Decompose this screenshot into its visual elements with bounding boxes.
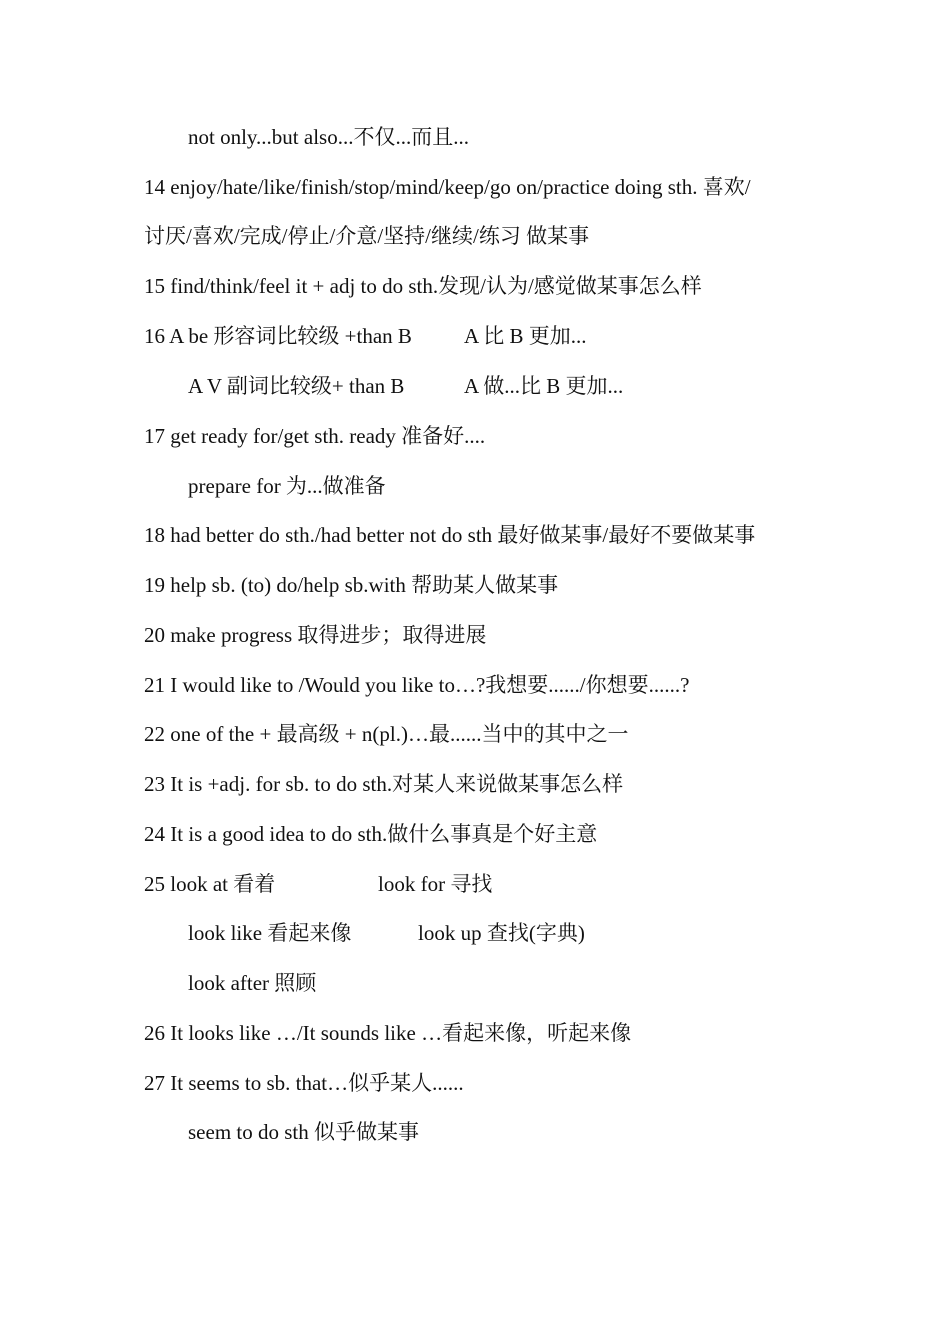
text-line-26: 26 It looks like …/It sounds like …看起来像，听起来像 xyxy=(144,1021,632,1045)
text-line-16-right: A 比 B 更加... xyxy=(464,324,587,348)
text-line-21: 21 I would like to /Would you like to…?我想要....../你想要......? xyxy=(144,673,690,697)
text-line-23: 23 It is +adj. for sb. to do sth.对某人来说做某事怎么样 xyxy=(144,772,624,796)
text-line-20: 20 make progress 取得进步；取得进展 xyxy=(144,623,487,647)
text-line-19: 19 help sb. (to) do/help sb.with 帮助某人做某事 xyxy=(144,573,559,597)
text-line-27: 27 It seems to sb. that…似乎某人...... xyxy=(144,1071,464,1095)
text-line-16b-left: A V 副词比较级+ than B xyxy=(188,374,405,398)
text-line-18: 18 had better do sth./had better not do sth 最好做某事/最好不要做某事 xyxy=(144,523,756,547)
text-line-15: 15 find/think/feel it + adj to do sth.发现/认为/感觉做某事怎么样 xyxy=(144,274,702,298)
text-line-not-only-but-also: not only...but also...不仅...而且... xyxy=(188,125,469,149)
text-line-27b: seem to do sth 似乎做某事 xyxy=(188,1120,419,1144)
text-line-17: 17 get ready for/get sth. ready 准备好.... xyxy=(144,424,486,448)
text-line-25c: look after 照顾 xyxy=(188,971,317,995)
text-line-25-right: look for 寻找 xyxy=(378,872,493,896)
text-line-14-continued: 讨厌/喜欢/完成/停止/介意/坚持/继续/练习 做某事 xyxy=(144,224,590,248)
text-line-17b: prepare for 为...做准备 xyxy=(188,474,386,498)
text-line-25b-left: look like 看起来像 xyxy=(188,921,352,945)
text-line-25-left: 25 look at 看着 xyxy=(144,872,276,896)
text-line-24: 24 It is a good idea to do sth.做什么事真是个好主意 xyxy=(144,822,598,846)
text-line-16-left: 16 A be 形容词比较级 +than B xyxy=(144,324,412,348)
text-line-25b-right: look up 查找(字典) xyxy=(418,921,585,945)
text-line-22: 22 one of the + 最高级 + n(pl.)…最......当中的其中之一 xyxy=(144,722,629,746)
text-line-16b-right: A 做...比 B 更加... xyxy=(464,374,624,398)
text-line-14: 14 enjoy/hate/like/finish/stop/mind/keep/go on/practice doing sth. 喜欢/ xyxy=(144,175,751,199)
